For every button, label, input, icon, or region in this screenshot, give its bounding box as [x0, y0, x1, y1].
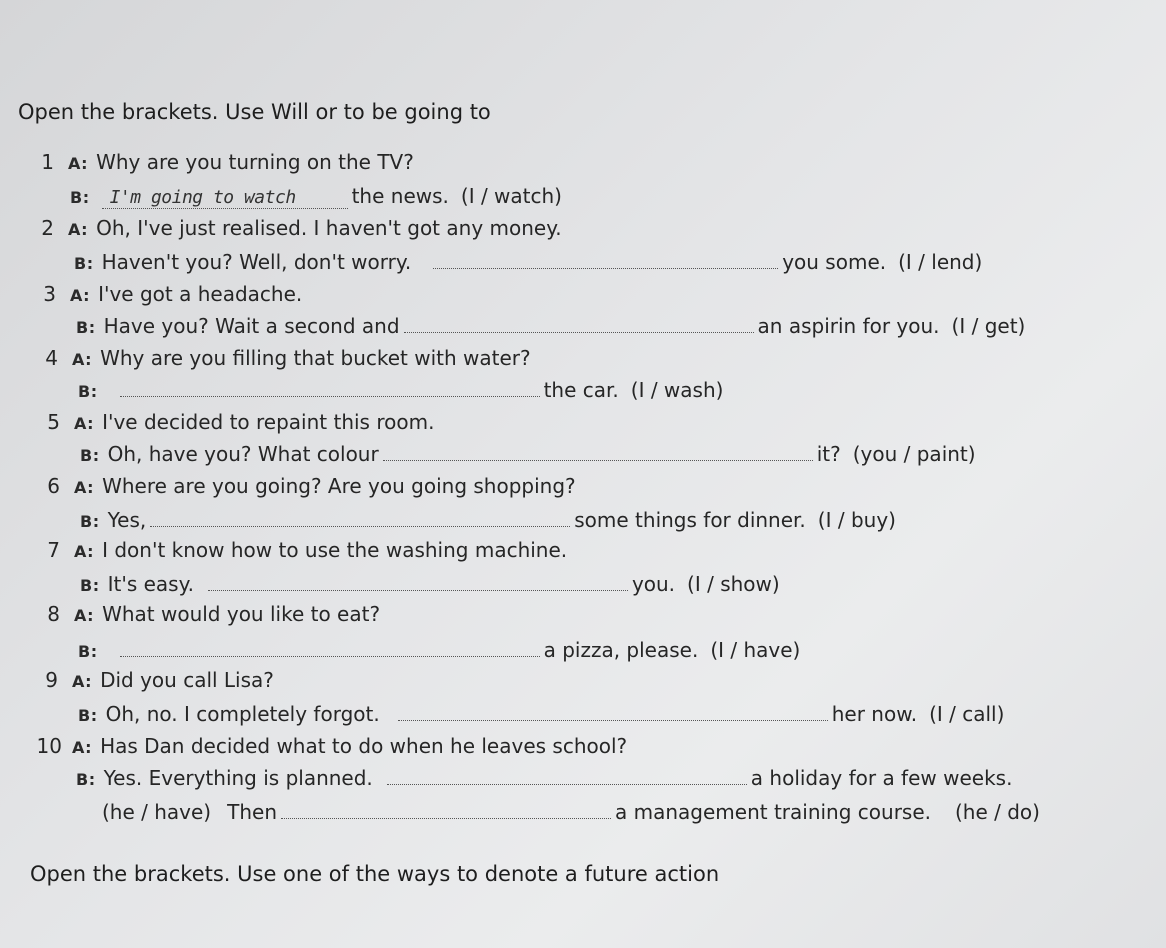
item-6-a [38, 474, 576, 498]
speaker-a: A: [68, 220, 89, 239]
item-number: 1 [41, 150, 54, 174]
verb-hint: (I / show) [687, 572, 780, 596]
answer-blank[interactable] [281, 800, 611, 819]
speaker-b: B: [78, 706, 98, 725]
answer-pre: Then [227, 800, 277, 824]
verb-hint: (I / watch) [460, 184, 562, 208]
item-10-a [30, 734, 627, 758]
question-text: What would you like to eat? [102, 602, 381, 626]
answer-blank[interactable] [387, 766, 747, 785]
item-4-b [78, 378, 723, 402]
answer-pre: Yes, [107, 508, 147, 532]
question-text: I've decided to repaint this room. [102, 410, 435, 434]
item-6-b [80, 508, 896, 532]
item-number: 8 [47, 602, 60, 626]
answer-post: her now. [831, 702, 918, 726]
item-3-a [34, 282, 302, 306]
question-text: Did you call Lisa? [100, 668, 274, 692]
answer-blank[interactable] [404, 314, 754, 333]
answer-pre: Haven't you? Well, don't worry. [101, 250, 412, 274]
question-text: Why are you turning on the TV? [96, 150, 414, 174]
answer-post: you some. [782, 250, 887, 274]
speaker-b: B: [80, 512, 100, 531]
answer-post: a holiday for a few weeks. [750, 766, 1013, 790]
answer-blank[interactable] [120, 638, 540, 657]
verb-hint: (he / have) [102, 800, 212, 824]
item-5-a [38, 410, 434, 434]
item-number: 5 [47, 410, 60, 434]
item-10-b [76, 766, 1012, 790]
item-number: 7 [47, 538, 60, 562]
answer-pre: Oh, no. I completely forgot. [105, 702, 380, 726]
answer-post: the news. [351, 184, 449, 208]
speaker-a: A: [68, 154, 89, 173]
question-text: I don't know how to use the washing machine. [102, 538, 568, 562]
verb-hint: (you / paint) [852, 442, 976, 466]
speaker-a: A: [74, 606, 95, 625]
item-7-b [80, 572, 780, 596]
speaker-b: B: [78, 382, 98, 401]
answer-pre: It's easy. [107, 572, 194, 596]
speaker-b: B: [78, 642, 98, 661]
verb-hint: (I / call) [929, 702, 1005, 726]
verb-hint: (I / lend) [898, 250, 983, 274]
answer-blank[interactable] [398, 702, 828, 721]
item-number: 6 [47, 474, 60, 498]
answer-blank[interactable] [150, 508, 570, 527]
answer-post: an aspirin for you. [757, 314, 940, 338]
verb-hint-2: (he / do) [955, 800, 1040, 824]
answer-blank[interactable] [433, 250, 778, 269]
speaker-a: A: [72, 672, 93, 691]
speaker-b: B: [74, 254, 94, 273]
speaker-a: A: [74, 414, 95, 433]
answer-blank[interactable] [383, 442, 813, 461]
speaker-a: A: [74, 478, 95, 497]
question-text: Oh, I've just realised. I haven't got any money. [96, 216, 562, 240]
question-text: I've got a headache. [98, 282, 303, 306]
answer-post: a management training course. [615, 800, 931, 824]
speaker-b: B: [80, 446, 100, 465]
answer-post: a pizza, please. [543, 638, 699, 662]
verb-hint: (I / buy) [817, 508, 896, 532]
item-3-b [76, 314, 1025, 338]
item-2-a [32, 216, 562, 240]
speaker-a: A: [74, 542, 95, 561]
speaker-b: B: [76, 770, 96, 789]
answer-post: the car. [543, 378, 619, 402]
item-1-b [70, 184, 562, 209]
answer-blank[interactable] [120, 378, 540, 397]
item-9-b [78, 702, 1004, 726]
speaker-b: B: [70, 188, 90, 207]
speaker-a: A: [72, 350, 93, 369]
answer-post: it? [816, 442, 841, 466]
answer-pre: Have you? Wait a second and [103, 314, 400, 338]
answer-pre: Oh, have you? What colour [107, 442, 379, 466]
item-7-a [38, 538, 567, 562]
item-10-c [102, 800, 1040, 824]
item-2-b [74, 250, 982, 274]
question-text: Where are you going? Are you going shopping? [102, 474, 576, 498]
question-text: Has Dan decided what to do when he leaves school? [100, 734, 628, 758]
answer-post: you. [631, 572, 676, 596]
item-number: 9 [45, 668, 58, 692]
item-8-b [78, 638, 800, 662]
answer-blank[interactable] [208, 572, 628, 591]
speaker-b: B: [80, 576, 100, 595]
answer-post: some things for dinner. [574, 508, 806, 532]
item-8-a [38, 602, 380, 626]
item-number: 2 [41, 216, 54, 240]
exercise-heading-1: Open the brackets. Use Will or to be going to [18, 100, 491, 124]
answer-pre: Yes. Everything is planned. [103, 766, 373, 790]
speaker-b: B: [76, 318, 96, 337]
item-9-a [36, 668, 274, 692]
question-text: Why are you filling that bucket with water? [100, 346, 531, 370]
verb-hint: (I / get) [951, 314, 1026, 338]
item-number: 4 [45, 346, 58, 370]
item-4-a [36, 346, 531, 370]
speaker-a: A: [70, 286, 91, 305]
item-1-a [32, 150, 414, 174]
speaker-a: A: [72, 738, 93, 757]
exercise-heading-2: Open the brackets. Use one of the ways to denote a future action [30, 862, 720, 886]
answer-filled: I'm going to watch [102, 187, 348, 209]
item-number: 3 [43, 282, 56, 306]
verb-hint: (I / have) [710, 638, 801, 662]
item-5-b [80, 442, 976, 466]
verb-hint: (I / wash) [630, 378, 724, 402]
item-number: 10 [36, 734, 62, 758]
